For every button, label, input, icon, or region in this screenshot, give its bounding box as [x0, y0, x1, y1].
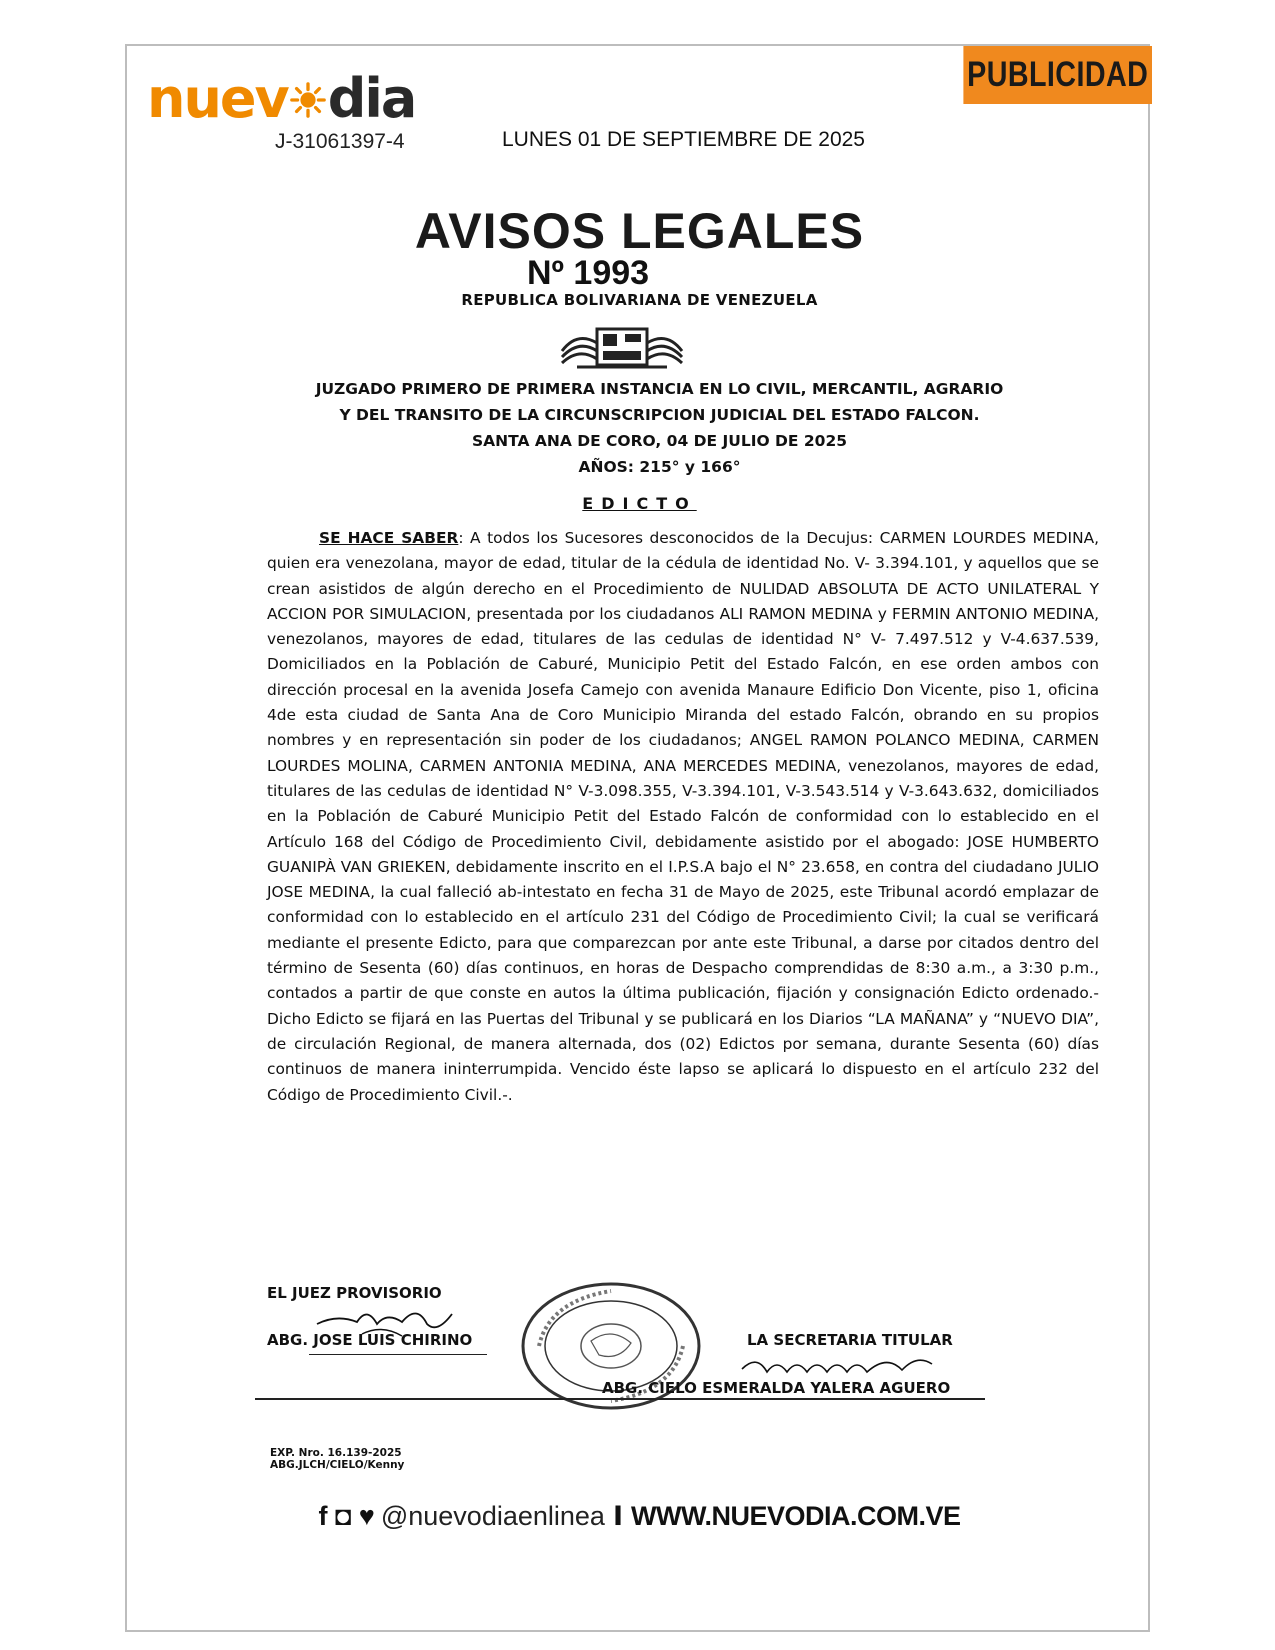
court-heading: [227, 376, 1092, 480]
edicto-heading: EDICTO: [582, 494, 697, 513]
court-emblem-icon: [557, 321, 687, 371]
signature-rule: [255, 1398, 985, 1400]
footer-separator: I: [612, 1501, 623, 1532]
court-line-1: JUZGADO PRIMERO DE PRIMERA INSTANCIA EN LO CIVIL, MERCANTIL, AGRARIO: [315, 380, 1004, 398]
social-handle: @nuevodiaenlinea: [380, 1501, 605, 1531]
judge-name: ABG. JOSE LUIS CHIRINO: [267, 1331, 473, 1349]
court-line-2: Y DEL TRANSITO DE LA CIRCUNSCRIPCION JUDICIAL DEL ESTADO FALCON.: [339, 406, 980, 424]
notice-number: Nº 1993: [527, 254, 650, 292]
judge-label: EL JUEZ PROVISORIO: [267, 1284, 442, 1302]
secretary-label: LA SECRETARIA TITULAR: [747, 1331, 953, 1349]
website-url: WWW.NUEVODIA.COM.VE: [630, 1501, 961, 1531]
judge-signature-line: [309, 1354, 487, 1355]
edicto-body: [267, 526, 1099, 1108]
rif-number: J-31061397-4: [275, 130, 405, 153]
newspaper-page: [125, 44, 1150, 1632]
nuevo-dia-logo: nuev dia: [147, 67, 416, 130]
secretary-name: ABG. CIELO ESMERALDA YALERA AGUERO: [602, 1379, 951, 1397]
court-location-date: SANTA ANA DE CORO, 04 DE JULIO DE 2025: [471, 432, 848, 450]
file-initials: ABG.JLCH/CIELO/Kenny: [270, 1459, 405, 1471]
publicidad-badge: PUBLICIDAD: [963, 46, 1152, 104]
publication-date: LUNES 01 DE SEPTIEMBRE DE 2025: [502, 128, 865, 151]
social-media-icons: f ◘ ♥: [318, 1501, 375, 1531]
page-title: AVISOS LEGALES: [414, 203, 865, 259]
body-lead: SE HACE SABER: [319, 529, 459, 547]
body-text: : A todos los Sucesores desconocidos de la Decujus: CARMEN LOURDES MEDINA, quien era venezolana, mayor de edad, titular de la cédula de identidad No. V- 3.394.101, y aquellos que se crean asistidos de algún derecho en el Procedimiento de NULIDAD ABSOLUTA DE ACTO UNILATERAL Y ACCION POR SIMULACION, presentada por los ciudadanos ALI RAMON MEDINA y FERMIN ANTONIO MEDINA, venezolanos, mayores de edad, titulares de las cedulas de identidad N° V- 7.497.512 y V-4.637.539, Domiciliados en la Población de Caburé, Municipio Petit del Estado Falcón, en ese orden ambos con dirección procesal en la avenida Josefa Camejo con avenida Manaure Edificio Don Vicente, piso 1, oficina 4de esta ciudad de Santa Ana de Coro Municipio Miranda del estado Falcón, obrando en su propios nombres y en representación sin poder de los ciudadanos; ANGEL RAMON POLANCO MEDINA, CARMEN LOURDES MOLINA, CARMEN ANTONIA MEDINA, ANA MERCEDES MEDINA, venezolanos, mayores de edad, titulares de las cedulas de identidad N° V-3.098.355, V-3.394.101, V-3.543.514 y V-3.643.632, domiciliados en la Población de Caburé Municipio Petit del Estado Falcón de conformidad con lo establecido en el Artículo 168 del Código de Procedimiento Civil, debidamente asistido por el abogado: JOSE HUMBERTO GUANIPÀ VAN GRIEKEN, debidamente inscrito en el I.P.S.A bajo el N° 23.658, en contra del ciudadano JULIO JOSE MEDINA, la cual falleció ab-intestato en fecha 31 de Mayo de 2025, este Tribunal acordó emplazar de conformidad con lo establecido en el artículo 231 del Código de Procedimiento Civil; la cual se verificará mediante el presente Edicto, para que comparezcan por ante este Tribunal, a darse por citados dentro del término de Sesenta (60) días continuos, en horas de Despacho comprendidas de 8:30 a.m., a 3:30 p.m., contados a partir de que conste en autos la última publicación, fijación y consignación Edicto ordenado.- Dicho Edicto se fijará en las Puertas del Tribunal y se publicará en los Diarios “LA MAÑANA” y “NUEVO DIA”, de circulación Regional, de manera alternada, dos (02) Edictos por semana, durante Sesenta (60) días continuos de manera ininterrumpida. Vencido éste lapso se aplicará lo dispuesto en el artículo 232 del Código de Procedimiento Civil.-.: [267, 529, 1099, 1104]
republic-heading: REPUBLICA BOLIVARIANA DE VENEZUELA: [461, 291, 818, 309]
court-years: AÑOS: 215° y 166°: [578, 458, 741, 476]
footer: [127, 1501, 1152, 1532]
file-reference: [270, 1447, 404, 1471]
sun-icon: [289, 81, 327, 119]
file-number: EXP. Nro. 16.139-2025: [270, 1447, 402, 1459]
